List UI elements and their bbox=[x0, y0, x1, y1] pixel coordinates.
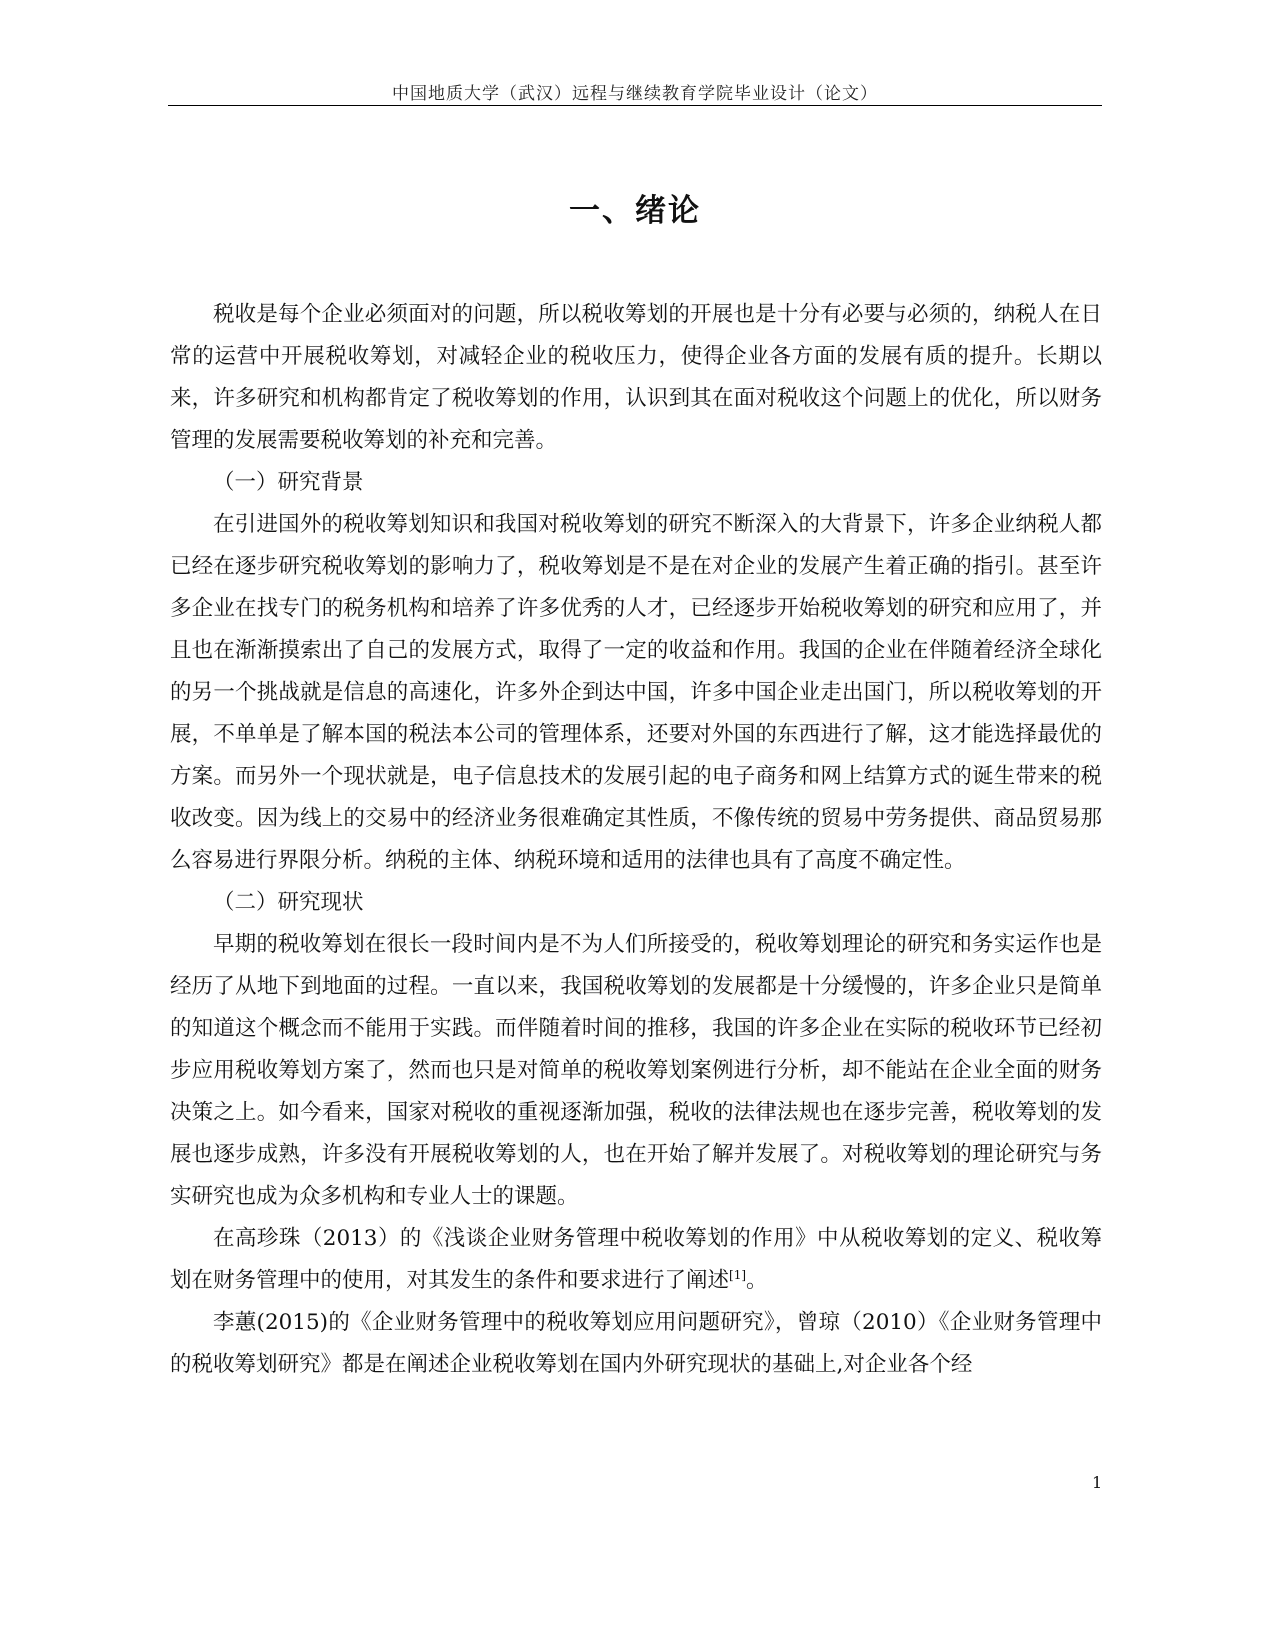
chapter-title: 一、绪论 bbox=[569, 193, 701, 229]
status-paragraph-2-end: 。 bbox=[746, 1268, 768, 1293]
body-text bbox=[170, 294, 1102, 1386]
background-paragraph: 在引进国外的税收筹划知识和我国对税收筹划的研究不断深入的大背景下，许多企业纳税人都已经在逐步研究税收筹划的影响力了，税收筹划是不是在对企业的发展产生着正确的指引。甚至许多企业在找专门的税务机构和培养了许多优秀的人才，已经逐步开始税收筹划的研究和应用了，并且也在渐渐摸索出了自己的发展方式，取得了一定的收益和作用。我国的企业在伴随着经济全球化的另一个挑战就是信息的高速化，许多外企到达中国，许多中国企业走出国门，所以税收筹划的开展，不单单是了解本国的税法本公司的管理体系，还要对外国的东西进行了解，这才能选择最优的方案。而另外一个现状就是，电子信息技术的发展引起的电子商务和网上结算方式的诞生带来的税收改变。因为线上的交易中的经济业务很难确定其性质，不像传统的贸易中劳务提供、商品贸易那么容易进行界限分析。纳税的主体、纳税环境和适用的法律也具有了高度不确定性。 bbox=[170, 512, 1102, 873]
section-heading-background: （一）研究背景 bbox=[213, 470, 364, 495]
running-header: 中国地质大学（武汉）远程与继续教育学院毕业设计（论文） bbox=[392, 84, 878, 104]
section-heading-status: （二）研究现状 bbox=[213, 890, 364, 915]
status-paragraph-2-text: 在高珍珠（2013）的《浅谈企业财务管理中税收筹划的作用》中从税收筹划的定义、税收筹划在财务管理中的使用，对其发生的条件和要求进行了阐述 bbox=[170, 1226, 1102, 1293]
status-paragraph-1: 早期的税收筹划在很长一段时间内是不为人们所接受的，税收筹划理论的研究和务实运作也是经历了从地下到地面的过程。一直以来，我国税收筹划的发展都是十分缓慢的，许多企业只是简单的知道这个概念而不能用于实践。而伴随着时间的推移，我国的许多企业在实际的税收环节已经初步应用税收筹划方案了，然而也只是对简单的税收筹划案例进行分析，却不能站在企业全面的财务决策之上。如今看来，国家对税收的重视逐渐加强，税收的法律法规也在逐步完善，税收筹划的发展也逐步成熟，许多没有开展税收筹划的人，也在开始了解并发展了。对税收筹划的理论研究与务实研究也成为众多机构和专业人士的课题。 bbox=[170, 932, 1102, 1209]
status-paragraph-2 bbox=[170, 1218, 1102, 1302]
header-divider bbox=[168, 105, 1102, 106]
citation-marker: [1] bbox=[729, 1267, 747, 1282]
intro-paragraph: 税收是每个企业必须面对的问题，所以税收筹划的开展也是十分有必要与必须的，纳税人在日常的运营中开展税收筹划，对减轻企业的税收压力，使得企业各方面的发展有质的提升。长期以来，许多研究和机构都肯定了税收筹划的作用，认识到其在面对税收这个问题上的优化，所以财务管理的发展需要税收筹划的补充和完善。 bbox=[170, 302, 1102, 453]
page-number: 1 bbox=[1092, 1473, 1103, 1492]
status-paragraph-3: 李蕙(2015)的《企业财务管理中的税收筹划应用问题研究》，曾琼（2010）《企业财务管理中的税收筹划研究》都是在阐述企业税收筹划在国内外研究现状的基础上,对企业各个经 bbox=[170, 1310, 1102, 1377]
